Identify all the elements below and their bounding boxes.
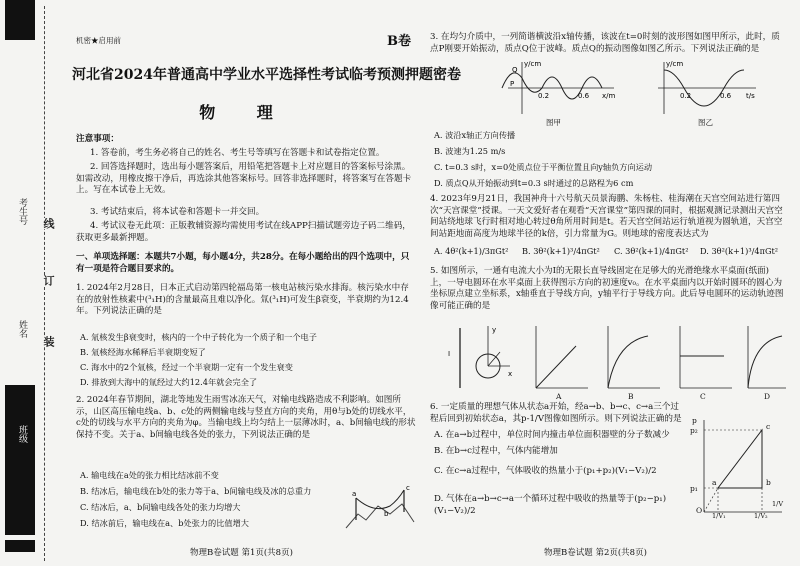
q5-stem: 5. 如图所示，一通有电流大小为I的无限长直导线固定在足够大的光滑绝缘水平桌面(纸面)上，一导电圆环在水平桌面上获得图示方向的初速度v₀。在水平桌面内以开始时圆环的圆心为坐标原点建立坐标系，x轴垂直于导线方向，y轴平行于导线方向。此后导电圆环的运动轨迹图像可能正确的是	[430, 266, 784, 311]
q4-option-d: D. 3θ²(k+1)³/4πGt²	[700, 246, 779, 256]
binding-bar	[5, 0, 35, 40]
svg-text:Q: Q	[512, 66, 518, 74]
q6-stem: 6. 一定质量的理想气体从状态a开始，经a→b、b→c、c→a三个过程后回到初始状态a，其p-1/V图像如图所示。则下列说法正确的是	[430, 402, 682, 424]
svg-text:b: b	[384, 510, 389, 518]
svg-text:0.6: 0.6	[578, 92, 590, 100]
svg-text:I: I	[448, 350, 451, 358]
q6-axis-v1: 1/V₁	[712, 512, 726, 520]
svg-text:y/cm: y/cm	[524, 60, 542, 68]
q2-stem: 2. 2024年春节期间，湖北等地发生雨雪冰冻天气，对输电线路造成不利影响。如图所示，山区高压输电线a、b、c处的两侧输电线与竖直方向的夹角，用θ与b处的切线水平，c处的切线与水平方向的夹角为φ。当输电线上均匀结上一层薄冰时，a、b间输电线的形状保持不变。关于a、b间输电线各处的张力，下列说法正确的是	[76, 395, 416, 440]
footer-page-1: 物理B卷试题 第1页(共8页)	[190, 548, 293, 558]
q6-axis-p1: p₁	[690, 484, 698, 493]
q1-option-c: C. 海水中的2个氚核，经过一个半衰期一定有一个发生衰变	[80, 362, 293, 372]
q4-option-a: A. 4θ²(k+1)/3πGt²	[434, 246, 509, 256]
seal-word-bind: 订	[42, 275, 55, 286]
exam-no-label: 考生号	[17, 198, 27, 225]
note-item: 2. 回答选择题时，选出每小题答案后，用铅笔把答题卡上对应题目的答案标号涂黑。如需改动，用橡皮擦干净后，再选涂其他答案标号。回答非选择题时，将答案写在答题卡上。写在本试卷上无效。	[76, 162, 412, 196]
section-heading: 一、单项选择题：本题共7小题，每小题4分，共28分。在每小题给出的四个选项中，只有一项是符合题目要求的。	[76, 252, 410, 274]
fig-label-a: 图甲	[546, 118, 561, 127]
q6-point-c: c	[766, 422, 771, 431]
q1-option-b: B. 氚核经海水稀释后半衰期变短了	[80, 347, 206, 357]
secret-label: 机密★启用前	[76, 36, 121, 45]
power-line-figure	[344, 470, 416, 532]
q4-option-c: C. 3θ²(k+1)/4πGt²	[614, 246, 689, 256]
class-label: 班级	[17, 425, 27, 443]
binding-margin	[0, 0, 58, 566]
q6-point-a: a	[712, 478, 717, 487]
q3-option-a: A. 波沿x轴正方向传播	[434, 130, 516, 140]
volume-label: B卷	[387, 34, 411, 49]
svg-text:c: c	[406, 484, 410, 492]
svg-text:y: y	[492, 326, 497, 334]
q6-option-d: D. 气体在a→b→c→a一个循环过程中吸收的热量等于(p₂−p₁)(V₁−V₂)/2	[434, 494, 667, 516]
q2-option-d: D. 结冰前后，输电线在a、b处张力的比值增大	[80, 518, 249, 528]
svg-text:t/s: t/s	[746, 92, 755, 100]
q6-axis-x: 1/V	[772, 500, 784, 508]
q5-label-d: D	[764, 392, 771, 401]
seal-word-install: 装	[42, 336, 55, 347]
svg-text:P: P	[510, 80, 515, 88]
svg-text:0.6: 0.6	[720, 92, 732, 100]
wave-figure-b	[650, 58, 760, 118]
seal-word-line: 线	[42, 218, 55, 229]
q3-option-b: B. 波速为1.25 m/s	[434, 146, 506, 156]
note-item: 4. 考试议卷无此项：正版教辅资源均需使用考试在线APP扫描试题旁边子码二维码，获取更多最新押题。	[76, 221, 411, 243]
q1-stem: 1. 2024年2月28日，日本正式启动第四轮福岛第一核电站核污染水排海。核污染水中存在的放射性核素中(³₁H)的含量最高且难以净化。氚(³₁H)可发生β衰变，半衰期约为12.4年。下列说法正确的是	[76, 283, 409, 317]
exam-title: 河北省2024年普通高中学业水平选择性考试临考预测押题密卷	[72, 67, 461, 83]
svg-text:y/cm: y/cm	[666, 60, 684, 68]
q2-option-c: C. 结冰后，a、b间输电线各处的张力均增大	[80, 502, 241, 512]
svg-text:x: x	[508, 370, 513, 378]
fig-label-b: 图乙	[698, 118, 713, 127]
svg-text:a: a	[352, 490, 357, 498]
q6-axis-v2: 1/V₂	[754, 512, 768, 520]
notes-heading: 注意事项：	[76, 134, 119, 144]
q1-option-a: A. 氚核发生β衰变时，核内的一个中子转化为一个质子和一个电子	[80, 332, 317, 342]
q6-option-b: B. 在b→c过程中，气体内能增加	[434, 446, 558, 456]
q2-option-b: B. 结冰后，输电线在b处的张力等于a、b间输电线及冰的总重力	[80, 486, 312, 496]
q3-stem: 3. 在均匀介质中，一列简谐横波沿x轴传播，该波在t=0时刻的波形图如图甲所示，此时，质点P刚要开始振动，质点Q位于波峰。质点Q的振动图像如图乙所示。下列说法正确的是	[430, 32, 780, 54]
q3-option-d: D. 质点Q从开始振动到t=0.3 s时通过的总路程为6 cm	[434, 178, 634, 188]
q2-option-a: A. 输电线在a处的张力相比结冰前不变	[80, 470, 219, 480]
q4-option-b: B. 3θ²(k+1)³/4πGt²	[522, 246, 600, 256]
q5-label-c: C	[700, 392, 706, 401]
subject-title: 物 理	[199, 103, 291, 122]
name-label: 姓名	[17, 320, 27, 338]
q6-axis-p: p	[692, 416, 697, 425]
q5-label-b: B	[628, 392, 634, 401]
q5-figures	[448, 322, 788, 398]
svg-text:x/m: x/m	[602, 92, 616, 100]
q4-stem: 4. 2023年9月21日，我国神舟十六号航天员景海鹏、朱杨柱、桂海潮在天宫空间站进行第四次“天宫课堂”授课。一天文爱好者在观看“天宫课堂”第四课的同时，根据观测记录测出天宫空间站绕地球飞行时相对地心转过θ角所用时间是t。若天宫空间站运行轨道视为圆轨道，天宫空间站距地面高度为地球半径的k倍，引力常量为G。则地球的密度表达式为	[430, 194, 783, 239]
q6-option-c: C. 在c→a过程中，气体吸收的热量小于(p₁+p₂)(V₁−V₂)/2	[434, 466, 657, 476]
q6-point-b: b	[766, 478, 771, 487]
note-item: 1. 答卷前，考生务必将自己的姓名、考生号等填写在答题卡和试卷指定位置。	[90, 148, 385, 158]
binding-bar	[5, 540, 35, 552]
q6-option-a: A. 在a→b过程中，单位时间内撞击单位面积器壁的分子数减少	[434, 430, 670, 440]
q6-axis-origin: O	[696, 506, 703, 515]
q6-axis-p2: p₂	[690, 426, 698, 435]
q5-label-a: A	[556, 392, 562, 401]
binding-bar	[5, 385, 35, 535]
q3-option-c: C. t=0.3 s时，x=0处质点位于平衡位置且向y轴负方向运动	[434, 162, 653, 172]
q1-option-d: D. 排放到大海中的氚经过大约12.4年就会完全了	[80, 377, 258, 387]
svg-text:0.2: 0.2	[680, 92, 692, 100]
wave-figure-a	[498, 58, 618, 118]
note-item: 3. 考试结束后，将本试卷和答题卡一并交回。	[90, 207, 265, 217]
footer-page-2: 物理B卷试题 第2页(共8页)	[544, 548, 647, 558]
svg-text:0.2: 0.2	[538, 92, 550, 100]
